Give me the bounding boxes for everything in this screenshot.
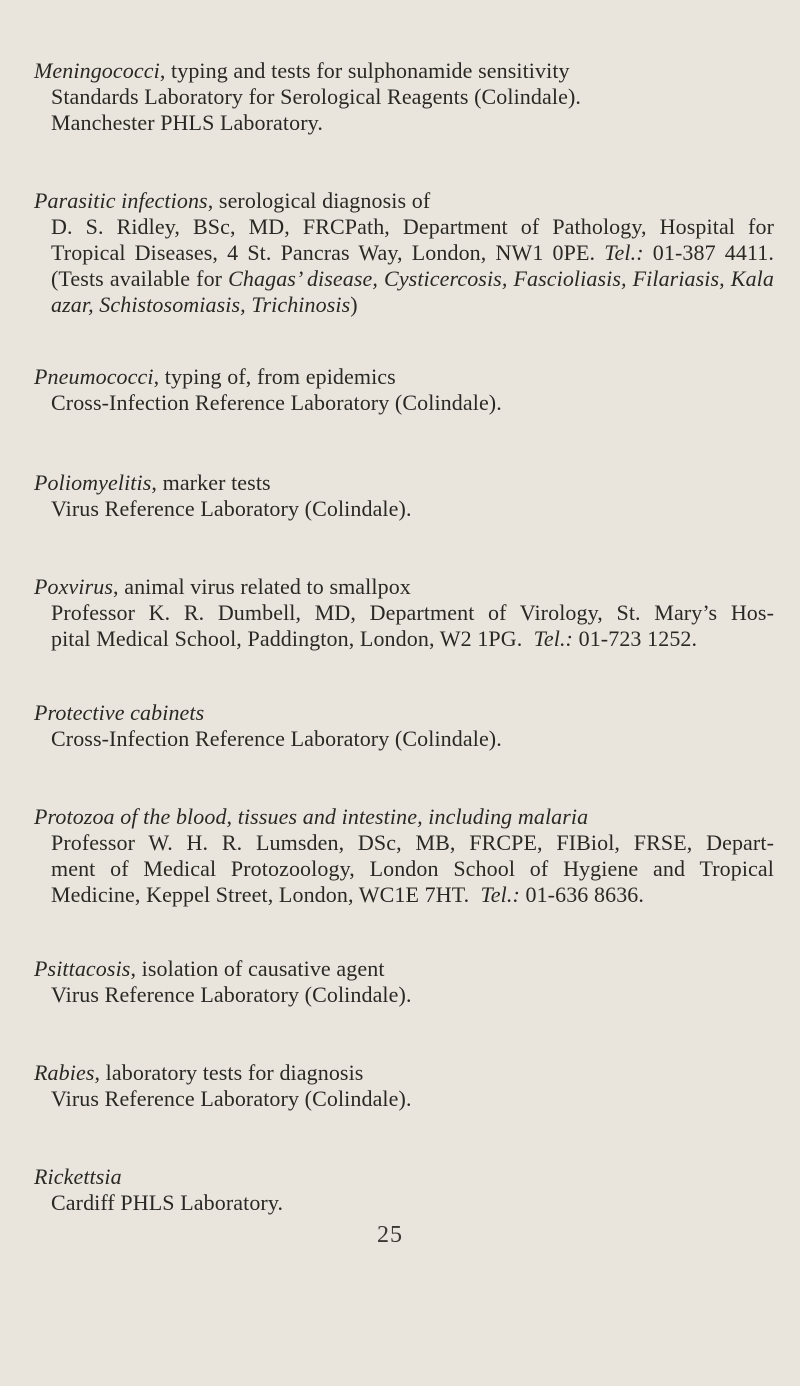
entry-heading: [34, 574, 774, 600]
entry-heading-rest: , typing of, from epidemics: [153, 364, 396, 389]
entry-line: Manchester PHLS Laboratory.: [51, 110, 323, 135]
entry-term: Meningococci: [34, 58, 160, 83]
entry-rickettsia: [34, 1164, 774, 1216]
entry-term: Protozoa of the blood, tissues and intestine, including malaria: [34, 804, 589, 829]
entry-psittacosis: [34, 956, 774, 1008]
entry-body: [51, 726, 774, 752]
entry-body: [51, 496, 774, 522]
entry-heading: [34, 58, 774, 84]
tel-number: 01-387 4411.: [652, 240, 774, 265]
entry-line: [51, 626, 774, 652]
address-text: pital Medical School, Paddington, London, W2 1PG.: [51, 626, 523, 651]
entry-body: [51, 390, 774, 416]
entry-heading: [34, 956, 774, 982]
entry-heading-rest: , serological diagnosis of: [207, 188, 431, 213]
entry-term: Pneumococci: [34, 364, 154, 389]
entry-line: Virus Reference Laboratory (Colindale).: [51, 1086, 412, 1111]
entry-heading: [34, 188, 774, 214]
entry-body: [51, 84, 774, 136]
entry-body: [51, 982, 774, 1008]
address-text: Tropical Diseases, 4 St. Pancras Way, London, NW1 0PE.: [51, 240, 596, 265]
tests-intro: (Tests available for: [51, 266, 223, 291]
entry-body: [51, 214, 774, 318]
entry-line: D. S. Ridley, BSc, MD, FRCPath, Department of Pathology, Hospital for: [51, 214, 774, 239]
entry-heading-rest: , animal virus related to smallpox: [113, 574, 411, 599]
entry-protective-cabinets: [34, 700, 774, 752]
tel-label: Tel.:: [604, 240, 644, 265]
entry-line: Standards Laboratory for Serological Reagents (Colindale).: [51, 84, 581, 109]
entry-term: Rabies: [34, 1060, 95, 1085]
entry-line: Cardiff PHLS Laboratory.: [51, 1190, 284, 1215]
entry-heading: [34, 700, 774, 726]
entry-pneumococci: [34, 364, 774, 416]
entry-line: [51, 292, 774, 318]
entry-body: [51, 830, 774, 908]
entry-line: ment of Medical Protozoology, London School of Hygiene and Tropical: [51, 856, 774, 881]
entry-heading-rest: , marker tests: [151, 470, 271, 495]
entry-term: Protective cabinets: [34, 700, 205, 725]
entry-line: [51, 240, 774, 266]
tel-number: 01-636 8636.: [525, 882, 645, 907]
entry-body: [51, 1086, 774, 1112]
entry-line: [51, 266, 774, 292]
entry-heading: [34, 1164, 774, 1190]
entry-body: [51, 1190, 774, 1216]
entry-poliomyelitis: [34, 470, 774, 522]
address-text: Medicine, Keppel Street, London, WC1E 7HT.: [51, 882, 470, 907]
tel-label: Tel.:: [480, 882, 520, 907]
closing-paren: ): [350, 292, 358, 317]
entry-parasitic-infections: [34, 188, 774, 318]
entry-rabies: [34, 1060, 774, 1112]
entry-protozoa: [34, 804, 774, 908]
entry-body: [51, 600, 774, 652]
entry-heading-rest: , isolation of causative agent: [130, 956, 385, 981]
entry-meningococci: [34, 58, 774, 136]
disease-list-cont: azar, Schistosomiasis, Trichinosis: [51, 292, 351, 317]
entry-heading-rest: , typing and tests for sulphonamide sensitivity: [159, 58, 570, 83]
entry-line: Cross-Infection Reference Laboratory (Colindale).: [51, 390, 502, 415]
entry-heading-rest: , laboratory tests for diagnosis: [94, 1060, 364, 1085]
entry-term: Poxvirus: [34, 574, 114, 599]
tel-number: 01-723 1252.: [578, 626, 698, 651]
entry-heading: [34, 804, 774, 830]
entry-line: Professor W. H. R. Lumsden, DSc, MB, FRCPE, FIBiol, FRSE, Depart-: [51, 830, 774, 855]
entry-term: Parasitic infections: [34, 188, 208, 213]
page-number: 25: [377, 1222, 403, 1248]
entry-line: [51, 882, 774, 908]
entry-line: Virus Reference Laboratory (Colindale).: [51, 982, 412, 1007]
entry-term: Rickettsia: [34, 1164, 122, 1189]
entry-term: Poliomyelitis: [34, 470, 152, 495]
entry-poxvirus: [34, 574, 774, 652]
entry-line: Virus Reference Laboratory (Colindale).: [51, 496, 412, 521]
entry-heading: [34, 1060, 774, 1086]
entry-line: Cross-Infection Reference Laboratory (Colindale).: [51, 726, 502, 751]
entry-heading: [34, 470, 774, 496]
disease-list: Chagas’ disease, Cysticercosis, Fascioliasis, Filariasis, Kala: [228, 266, 774, 291]
entry-heading: [34, 364, 774, 390]
tel-label: Tel.:: [533, 626, 573, 651]
entry-term: Psittacosis: [34, 956, 131, 981]
entry-line: Professor K. R. Dumbell, MD, Department of Virology, St. Mary’s Hos-: [51, 600, 774, 625]
